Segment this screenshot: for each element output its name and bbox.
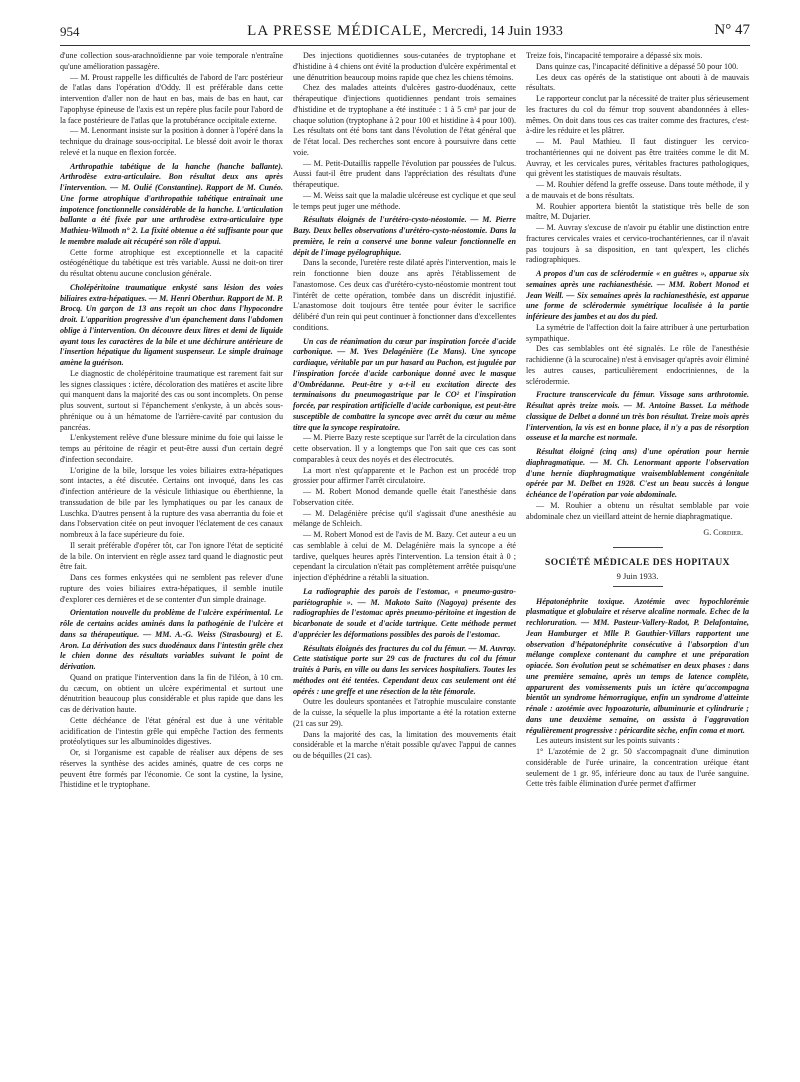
paragraph: Dans quinze cas, l'incapacité définitive a dépassé 50 pour 100. xyxy=(536,61,739,71)
paragraph: — M. Pierre Bazy reste sceptique sur l'arrêt de la circulation dans cette observation. Il y a longtemps que l'on sait que ces cas sont comparables à ceux des noyés et des électrocutés. xyxy=(293,433,516,464)
paragraph: — M. Paul Mathieu. Il faut distinguer les cervico-trochantériennes qui ne doivent pas être traitées comme le dit M. Auvray, et les cervicales pures, véritables fractures pathologiques, qui grèvent les statistiques de mauvais résultats. xyxy=(526,137,749,179)
paragraph: La symétrie de l'affection doit la faire attribuer à une perturbation sympathique. xyxy=(526,322,749,343)
paragraph: L'origine de la bile, lorsque les voies biliaires extra-hépatiques sont intactes, a été discutée. Certains ont invoqué, dans les cas d'infection antérieure de la vésicule lithiasique ou éberthienne, la transsudation de bile par les lymphatiques ou par les canaux de Luschka. D'autres pensent à la rupture des vasa aberrantia du foie et dans l'observation citée on peut invoquer l'éclatement de ces canaux nombreux à la face supérieure du foie. xyxy=(60,465,283,539)
paragraph: — M. Delagénière précise qu'il s'agissait d'une anesthésie au mélange de Schleich. xyxy=(293,508,516,529)
paragraph: — M. Rouhier a obtenu un résultat semblable par voie abdominale chez un vieillard atteint de hernie diaphragmatique. xyxy=(526,500,749,521)
section-date: 9 Juin 1933. xyxy=(616,570,659,581)
article-title: Hépatonéphrite toxique. Azotémie avec hypochlorémie plasmatique et globulaire et réserve alcaline normale. Echec de la rechloruration. — MM. Pasteur-Vallery-Radot, P. Delafontaine, Jean Hamburger et Mlle P. Gauthier-Villars rapportent une observation d'hépatonéphrite consécutive à l'absorption d'un mélange complexe contenant du camphre et une préparation opiacée. Son évolution peut se schématiser en deux phases : dans une première semaine, après un temps de latence complète, apparurent des vomissements puis un ictère qu'accompagna bientôt un syndrome hémorragique, enfin un syndrome d'atteinte rénale : azotémie avec hypoazoturie, albuminurie et cylindrurie ; dans une deuxième semaine, on assista à l'aggravation régulièrement progressive : péricardite sèche, enfin coma et mort. xyxy=(526,596,749,735)
paragraph: Chez des malades atteints d'ulcères gastro-duodénaux, cette thérapeutique d'injections quotidiennes pendant trois semaines d'histidine et de tryptophane a été instituée : 1 à 5 cm³ par jour de chaque solution (tryptophane à 2 pour 100 et histidine à 4 pour 100). Les résultats ont été bons tant dans l'évolution de l'état général que de l'état local. Des recherches sont encore à poursuivre dans cette voie. xyxy=(293,83,516,157)
paragraph: Treize fois, l'incapacité temporaire a dépassé six mois. xyxy=(526,51,703,60)
paragraph: Les auteurs insistent sur les points suivants : xyxy=(536,736,680,746)
article-title: A propos d'un cas de sclérodermie « en guêtres », apparue six semaines après une rachianesthésie. — MM. Robert Monod et Jean Weill. — Six semaines après la rachianesthésie, est apparue une forme de sclérodermie symétrique localisée à la partie inférieure des jambes et au dos du pied. xyxy=(526,269,749,321)
page-header xyxy=(60,20,750,42)
section-divider xyxy=(613,547,663,548)
paragraph: Quand on pratique l'intervention dans la fin de l'iléon, à 10 cm. du cæcum, on obtient un ulcère expérimental et surtout une dénutrition beaucoup plus considérable et plus rapide que dans les cas de dérivation haute. xyxy=(60,672,283,714)
section-title: SOCIÉTÉ MÉDICALE DES HOPITAUX xyxy=(544,558,731,568)
issue-number: N° 47 xyxy=(714,22,750,38)
journal-title xyxy=(60,23,750,40)
article-title: Résultat éloigné (cinq ans) d'une opération pour hernie diaphragmatique. — M. Ch. Lenormant apporte l'observation d'une hernie diaphragmatique vraisemblablement congénitale opérée par M. Delbet en 1928. C'est un beau succès à longue échéance de l'opération par voie abdominale. xyxy=(526,447,749,499)
paragraph: La mort n'est qu'apparente et le Pachon est un procédé trop grossier pour affirmer l'arrêt circulatoire. xyxy=(293,465,516,486)
column-3 xyxy=(526,51,749,1071)
paragraph: Dans la majorité des cas, la limitation des mouvements était considérable et la marche n'était possible qu'avec l'appui de cannes ou de béquilles (21 cas). xyxy=(293,729,516,760)
paragraph: Dans ces formes enkystées qui ne semblent pas relever d'une rupture des voies biliaires extra-hépatiques, il semble inutile d'explorer ces dernières et de se contenter d'un simple drainage. xyxy=(60,573,283,604)
paragraph: Il serait préférable d'opérer tôt, car l'on ignore l'état de septicité de la bile. On intervient en règle assez tard quand le diagnostic peut être fait. xyxy=(60,540,283,572)
article-title: Fracture transcervicale du fémur. Vissage sans arthrotomie. Résultat après treize mois. — M. Antoine Basset. La méthode classique de Delbet a donné un très bon résultat. Treize mois après l'intervention, la vis est en bonne place, il n'y a pas de résorption osseuse et la marche est normale. xyxy=(526,390,749,443)
paragraph: Cette déchéance de l'état général est due à une véritable acidification de l'intestin grêle qui empêche l'action des ferments protéolytiques sur les albuminoïdes digestives. xyxy=(60,715,283,747)
paragraph: M. Rouhier apportera bientôt la statistique très belle de son maître, M. Dujarier. xyxy=(526,201,749,222)
paragraph: — M. Lenormant insiste sur la position à donner à l'opéré dans la technique du drainage sous-occipital. Le blessé doit avoir le thorax relevé et la nuque en flexion forcée. xyxy=(60,126,283,157)
paragraph: Le diagnostic de cholépéritoine traumatique est rarement fait sur les signes classiques : ictère, décoloration des matières et ascite libre qui manquent dans la majorité des cas ou sont incomplets. On pense plus souvent, surtout si l'épanchement s'enkyste, à un abcès sous-phrénique ou à un hématome de l'arrière-cavité par contusion du pancréas. xyxy=(60,368,283,432)
article-title: Résultats éloignés des fractures du col du fémur. — M. Auvray. Cette statistique porte sur 29 cas de fractures du col du fémur traités à Paris, en ville ou dans les services hospitaliers. Toutes les méthodes ont été tentées. Cependant deux cas seulement ont été opérés : une greffe et une résection de la tête fémorale. xyxy=(293,643,516,696)
paragraph: — M. Weiss sait que la maladie ulcéreuse est cyclique et que seul le temps peut juger une méthode. xyxy=(293,190,516,211)
paragraph: Des injections quotidiennes sous-cutanées de tryptophane et d'histidine à 4 chiens ont évité la production d'ulcère expérimental et une dénutrition beaucoup moins rapide que chez les chiens témoins. xyxy=(293,51,516,82)
paragraph: Dans la seconde, l'uretère reste dilaté après l'intervention, mais le rein fonctionne bien douze ans après l'établissement de l'anastomose. Ces deux cas d'urétéro-cysto-néostomie montrent tout l'intérêt de cette opération, tombée dans un discrédit injustifié. L'anastomose doit toujours être tentée pour éviter le sacrifice délibéré d'un rein qui peut continuer à fonctionner dans d'excellentes conditions. xyxy=(293,258,516,332)
paragraph: — M. Petit-Dutaillis rappelle l'évolution par poussées de l'ulcus. Aussi faut-il être prudent dans l'appréciation des résultats d'une thérapeutique. xyxy=(293,158,516,189)
paragraph: — M. Rouhier défend la greffe osseuse. Dans toute méthode, il y a de mauvais et de bons résultats. xyxy=(526,180,749,200)
journal-name: LA PRESSE MÉDICALE, xyxy=(247,23,428,39)
paragraph: — M. Robert Monod est de l'avis de M. Bazy. Cet auteur a eu un cas semblable à celui de M. Delagénière mais la syncope a été tardive, quelques heures après l'intervention. La tension était à 0 ; cependant la circulation n'était pas complètement arrêtée puisqu'une injection d'éphédrine a rétabli la situation. xyxy=(293,530,516,582)
paragraph: L'enkystement relève d'une blessure minime du foie qui laisse le temps au péritoine de réagir et peut-être aussi d'un certain degré d'infection secondaire. xyxy=(60,433,283,464)
paragraph: 1° L'azotémie de 2 gr. 50 s'accompagnait d'une diminution considérable de l'urée urinaire, la concentration uréique étant seulement de 1 gr. 95, inférieure donc au taux de l'urée sanguine. Cette très faible élimination d'urée permet d'affirmer xyxy=(526,747,749,789)
header-rule xyxy=(60,45,750,46)
issue-date: Mercredi, 14 Juin 1933 xyxy=(432,24,563,39)
article-title: Cholépéritoine traumatique enkysté sans lésion des voies biliaires extra-hépatiques. — M. Henri Oberthur. Rapport de M. P. Brocq. Un garçon de 13 ans reçoit un choc dans l'hypocondre droit. L'apparition progressive d'un épanchement dans l'abdomen oblige à l'intervention. On découvre deux litres et demi de liquide ayant tous les caractères de la bile et une déchirure antérieure de l'insertion hépatique du ligament suspenseur. Le simple drainage amène la guérison. xyxy=(60,282,283,367)
article-title: La radiographie des parois de l'estomac, « pneumo-gastro-pariétographie ». — M. Makoto Saito (Nagoya) présente des radiographies de l'estomac après pneumo-péritoine et ingestion de bicarbonate de soude et d'acide tartrique. Cette méthode permet d'apprécier les déformations possibles des parois de l'estomac. xyxy=(293,586,516,639)
page-number: 954 xyxy=(60,24,80,39)
paragraph: — M. Robert Monod demande quelle était l'anesthésie dans l'observation citée. xyxy=(293,487,516,507)
paragraph: — M. Auvray s'excuse de n'avoir pu établir une distinction entre fractures cervicales vraies et cervico-trochantériennes, car il n'avait pas toujours à sa disposition, en tant qu'expert, les clichés radiographiques. xyxy=(526,223,749,265)
paragraph: — M. Proust rappelle les difficultés de l'abord de l'arc postérieur de l'atlas dans l'opération d'Oddy. Il est préférable dans cette intervention d'aller non de haut en bas, mais de bas en haut, car l'apophyse épineuse de l'axis est un repère plus facile pour l'abord de la face postérieure de l'atlas que la protubérance occipitale externe. xyxy=(60,72,283,125)
paragraph: d'une collection sous-arachnoïdienne par voie temporale n'entraîne qu'une amélioration passagère. xyxy=(60,51,283,71)
paragraph: Cette forme atrophique est exceptionnelle et la capacité ostéogénétique du tabétique est très variable. Aussi ne doit-on tirer du résultat obtenu aucune conclusion générale. xyxy=(60,247,283,278)
section-divider xyxy=(613,586,663,587)
article-title: Arthropathie tabétique de la hanche (hanche ballante). Arthrodèse extra-articulaire. Bon résultat deux ans après l'intervention. — M. Oulié (Constantine). Rapport de M. Cunéo. Une forme atrophique d'arthropathie tabétique entraînait une impotence fonctionnelle considérable de la hanche. L'articulation ballante a été fixée par une arthrodèse extra-articulaire type Mathieu-Wilmoth n° 2. La fixité obtenue a été suffisante pour que le membre malade ait récupéré son rôle d'appui. xyxy=(60,161,283,246)
paragraph: Le rapporteur conclut par la nécessité de traiter plus sérieusement les fractures du col du fémur trop souvent abandonnées à elles-mêmes. On doit dans tous ces cas traiter comme des fractures, c'est-à-dire les réduire et les plâtrer. xyxy=(526,94,749,136)
article-title: Résultats éloignés de l'urétéro-cysto-néostomie. — M. Pierre Bazy. Deux belles observations d'urétéro-cysto-néostomie. Dans la première, le rein a conservé une bonne valeur fonctionnelle en dépit de l'image pyélographique. xyxy=(293,215,516,257)
paragraph: Or, si l'organisme est capable de réaliser aux dépens de ses réserves la synthèse des acides aminés, quatre de ces corps ne peuvent être formés par l'économie. Ce sont la cystine, la lysine, l'histidine et le tryptophane. xyxy=(60,748,283,790)
column-1 xyxy=(60,51,283,1071)
paragraph: Outre les douleurs spontanées et l'atrophie musculaire constante de la cuisse, la séquelle la plus importante a été la rotation externe (21 cas sur 29). xyxy=(293,697,516,728)
column-2 xyxy=(293,51,516,1071)
paragraph: Des cas semblables ont été signalés. Le rôle de l'anesthésie rachidienne (à la scurocaïne) n'est à envisager qu'après avoir éliminé les autres causes, particulièrement endocriniennes, de la sclérodermie. xyxy=(526,344,749,386)
article-title: Un cas de réanimation du cœur par inspiration forcée d'acide carbonique. — M. Yves Delagénière (Le Mans). Une syncope cardiaque, véritable par un pur hasard au Pachon, est jugulée par l'inspiration forcée d'acide carbonique donné avec le masque d'Ombrédanne. Peut-être y a-t-il eu excitation directe des terminaisons du pneumogastrique par le CO² et l'inspiration forcée, par respiration artificielle d'acide carbonique, est peut-être susceptible de combattre la syncope avec arrêt du cœur au même titre que la syncope respiratoire. xyxy=(293,336,516,432)
article-title: Orientation nouvelle du problème de l'ulcère expérimental. Le rôle de certains acides aminés dans la pathogénie de l'ulcère et dans sa thérapeutique. — MM. A.-G. Weiss (Strasbourg) et E. Aron. La dérivation des sucs duodénaux dans l'intestin grêle chez le chien donne des résultats variables suivant le point de dérivation. xyxy=(60,608,283,671)
paragraph: Les deux cas opérés de la statistique ont abouti à de mauvais résultats. xyxy=(526,72,749,93)
signature: G. Cordier. xyxy=(703,528,743,538)
